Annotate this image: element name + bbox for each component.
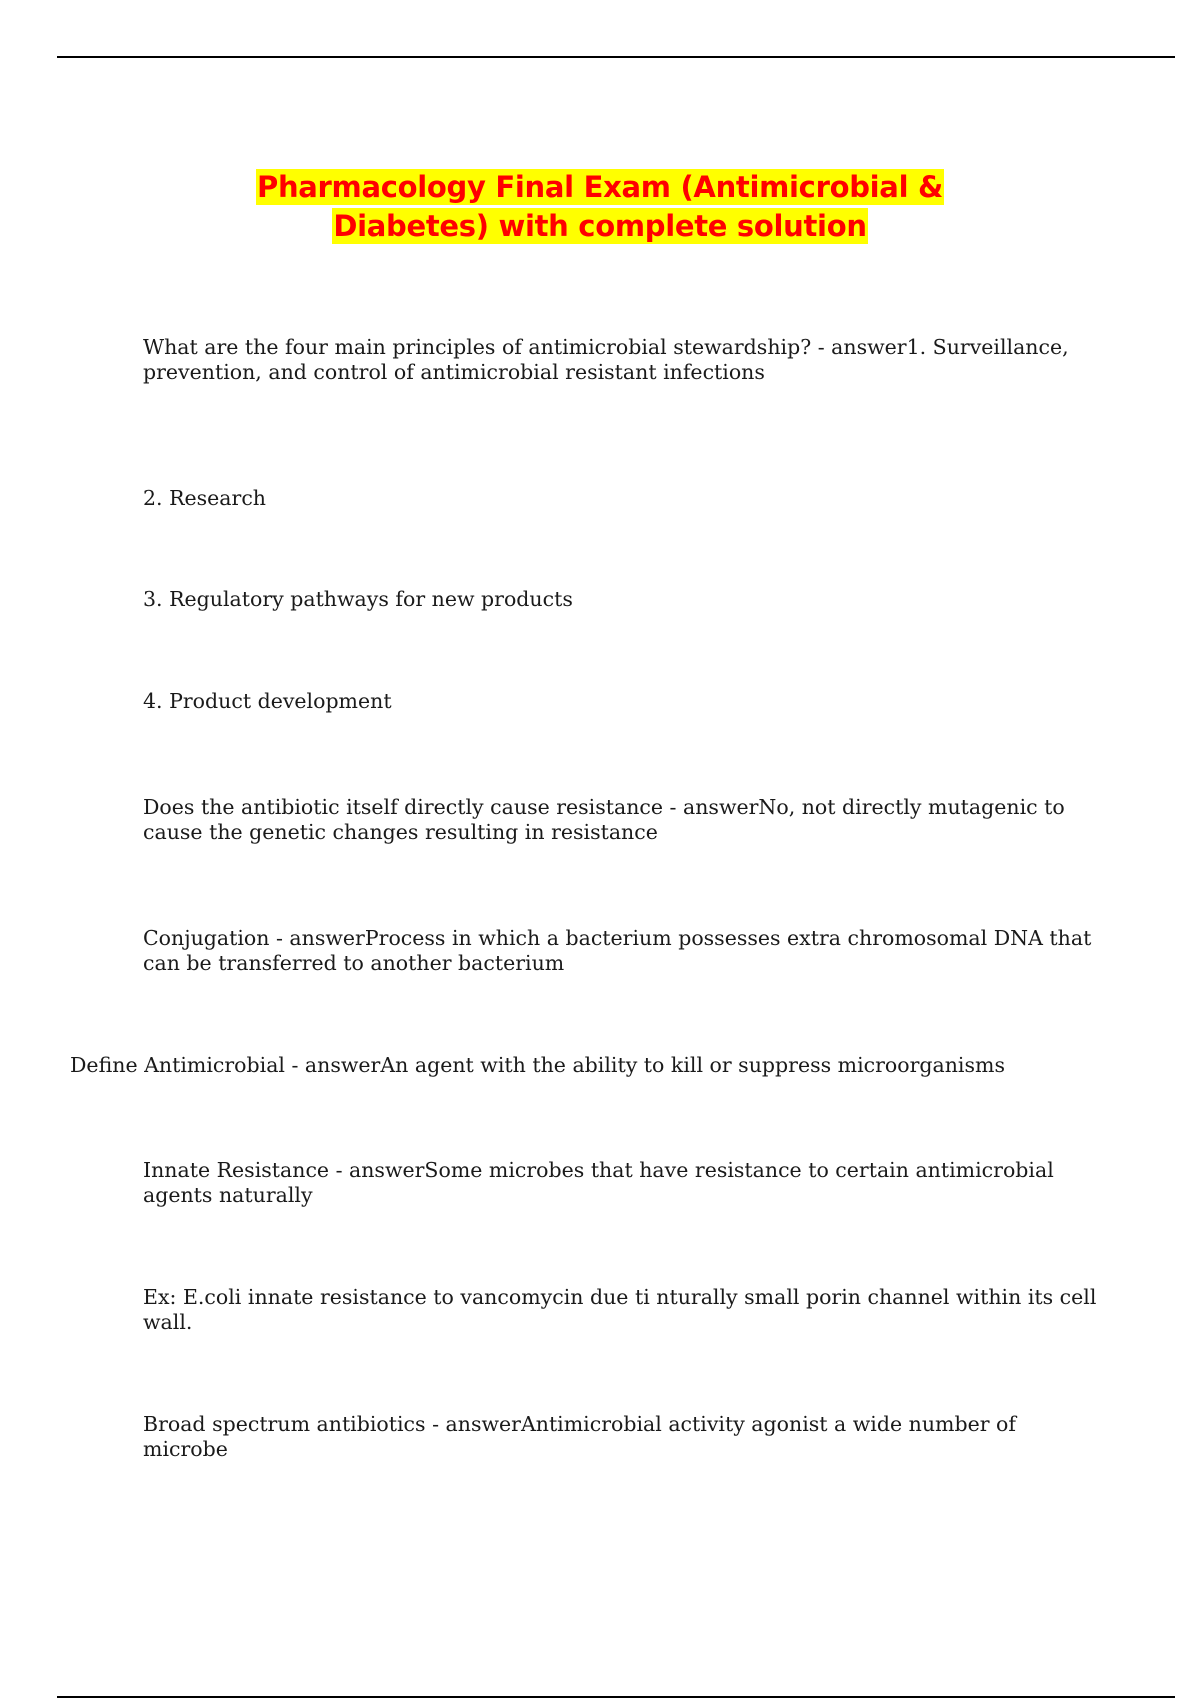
paragraph-antibiotic-resistance: Does the antibiotic itself directly cause resistance - answerNo, not directly mutagenic to cause the genetic changes resulting in resistance bbox=[143, 795, 1065, 844]
paragraph-ecoli-example: Ex: E.coli innate resistance to vancomycin due ti nturally small porin channel within its cell wall. bbox=[143, 1285, 1097, 1334]
title-line-1: Pharmacology Final Exam (Antimicrobial & bbox=[256, 170, 943, 204]
paragraph-stewardship-principles: What are the four main principles of antimicrobial stewardship? - answer1. Surveillance, prevention, and control of antimicrobial resistant infections bbox=[143, 335, 1069, 384]
page-title bbox=[150, 168, 1050, 246]
paragraph-research: 2. Research bbox=[143, 486, 266, 510]
title-line-2: Diabetes) with complete solution bbox=[333, 209, 867, 243]
bottom-rule bbox=[57, 1696, 1175, 1698]
paragraph-regulatory-pathways: 3. Regulatory pathways for new products bbox=[143, 587, 573, 611]
paragraph-conjugation: Conjugation - answerProcess in which a bacterium possesses extra chromosomal DNA that can be transferred to another bacterium bbox=[143, 926, 1092, 975]
paragraph-innate-resistance: Innate Resistance - answerSome microbes that have resistance to certain antimicrobial agents naturally bbox=[143, 1158, 1054, 1207]
paragraph-product-development: 4. Product development bbox=[143, 689, 392, 713]
paragraph-broad-spectrum: Broad spectrum antibiotics - answerAntimicrobial activity agonist a wide number of microbe bbox=[143, 1412, 1016, 1461]
paragraph-define-antimicrobial: Define Antimicrobial - answerAn agent with the ability to kill or suppress microorganisms bbox=[70, 1053, 1005, 1077]
top-rule bbox=[57, 56, 1175, 58]
